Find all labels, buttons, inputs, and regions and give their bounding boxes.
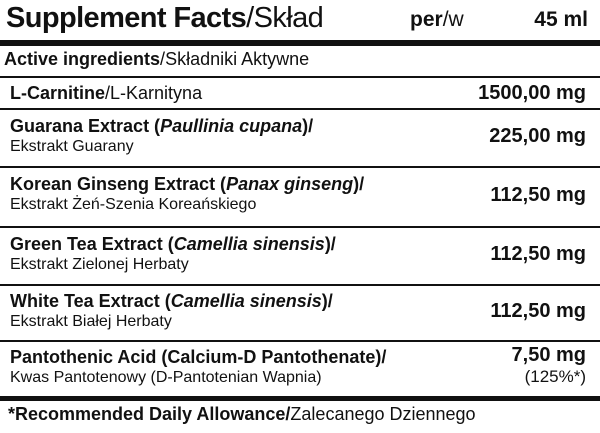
- serving-size: 45 ml: [534, 8, 588, 31]
- ingredient-name-pl: Ekstrakt Guarany: [10, 138, 134, 155]
- title-en: Supplement Facts: [6, 2, 247, 34]
- footer-divider: [0, 396, 600, 401]
- title-pl: Skład: [253, 2, 324, 34]
- ingredient-amount: 7,50 mg: [511, 344, 586, 366]
- name-close: )/: [353, 174, 365, 194]
- panel-title: [6, 2, 323, 35]
- ingredient-name-pl: Ekstrakt Żeń-Szenia Koreańskiego: [10, 196, 257, 213]
- ingredient-name-pl: Ekstrakt Zielonej Herbaty: [10, 256, 189, 273]
- ingredient-amount: 112,50 mg: [490, 184, 586, 206]
- name-separator: /: [105, 83, 111, 103]
- ingredient-name: [10, 234, 336, 275]
- ingredient-name-en: L-Carnitine: [10, 83, 106, 103]
- rda-percent: (125%*): [524, 367, 586, 386]
- per-separator: /: [442, 8, 449, 31]
- ingredient-latin-name: Camellia sinensis: [173, 234, 325, 254]
- name-close: )/: [321, 291, 333, 311]
- ingredient-row-pantothenic-acid: [0, 342, 600, 396]
- per-pl: w: [448, 8, 464, 31]
- ingredient-name-pl: L-Karnityna: [110, 83, 203, 103]
- name-close: )/: [302, 116, 314, 136]
- ingredient-amount: 112,50 mg: [490, 300, 586, 322]
- ingredient-name: [10, 291, 333, 332]
- ingredient-name-pl: Kwas Pantotenowy (D-Pantotenian Wapnia): [10, 369, 322, 386]
- ingredient-name-en: Guarana Extract (: [10, 116, 161, 136]
- per-label: [410, 8, 464, 32]
- name-close: )/: [324, 234, 336, 254]
- ingredient-latin-name: Paullinia cupana: [160, 116, 303, 136]
- ingredient-latin-name: Panax ginseng: [226, 174, 354, 194]
- per-en: per: [410, 8, 443, 31]
- ingredient-latin-name: Camellia sinensis: [170, 291, 322, 311]
- title-separator: /: [246, 2, 254, 34]
- ingredient-name: [10, 174, 364, 215]
- ingredient-row-l-carnitine: [0, 78, 600, 108]
- ingredient-row-white-tea: [0, 286, 600, 340]
- section-label-pl: Składniki Aktywne: [165, 49, 310, 69]
- footnote-label-en: *Recommended Daily Allowance/: [8, 404, 291, 424]
- ingredient-name-en: Korean Ginseng Extract (: [10, 174, 227, 194]
- ingredient-row-guarana: [0, 110, 600, 166]
- header: [0, 0, 600, 40]
- ingredient-name: [10, 83, 202, 104]
- ingredient-amount: 112,50 mg: [490, 243, 586, 265]
- section-label-en: Active ingredients: [4, 49, 161, 69]
- ingredient-row-green-tea: [0, 228, 600, 284]
- ingredient-name-pl: Ekstrakt Białej Herbaty: [10, 313, 172, 330]
- ingredient-name-en: White Tea Extract (: [10, 291, 171, 311]
- section-heading: [4, 49, 309, 70]
- ingredient-row-korean-ginseng: [0, 168, 600, 226]
- footnote-label-pl: Zalecanego Dziennego: [290, 404, 476, 424]
- footnote: [8, 404, 476, 425]
- ingredient-amount: 225,00 mg: [489, 125, 586, 147]
- section-separator: /: [160, 49, 166, 69]
- ingredient-name: [10, 347, 386, 388]
- ingredient-name-en: Green Tea Extract (: [10, 234, 174, 254]
- header-divider: [0, 40, 600, 46]
- ingredient-amount: 1500,00 mg: [478, 82, 586, 104]
- ingredient-name-en: Pantothenic Acid (Calcium-D Pantothenate)/: [10, 347, 387, 367]
- ingredient-name: [10, 116, 313, 157]
